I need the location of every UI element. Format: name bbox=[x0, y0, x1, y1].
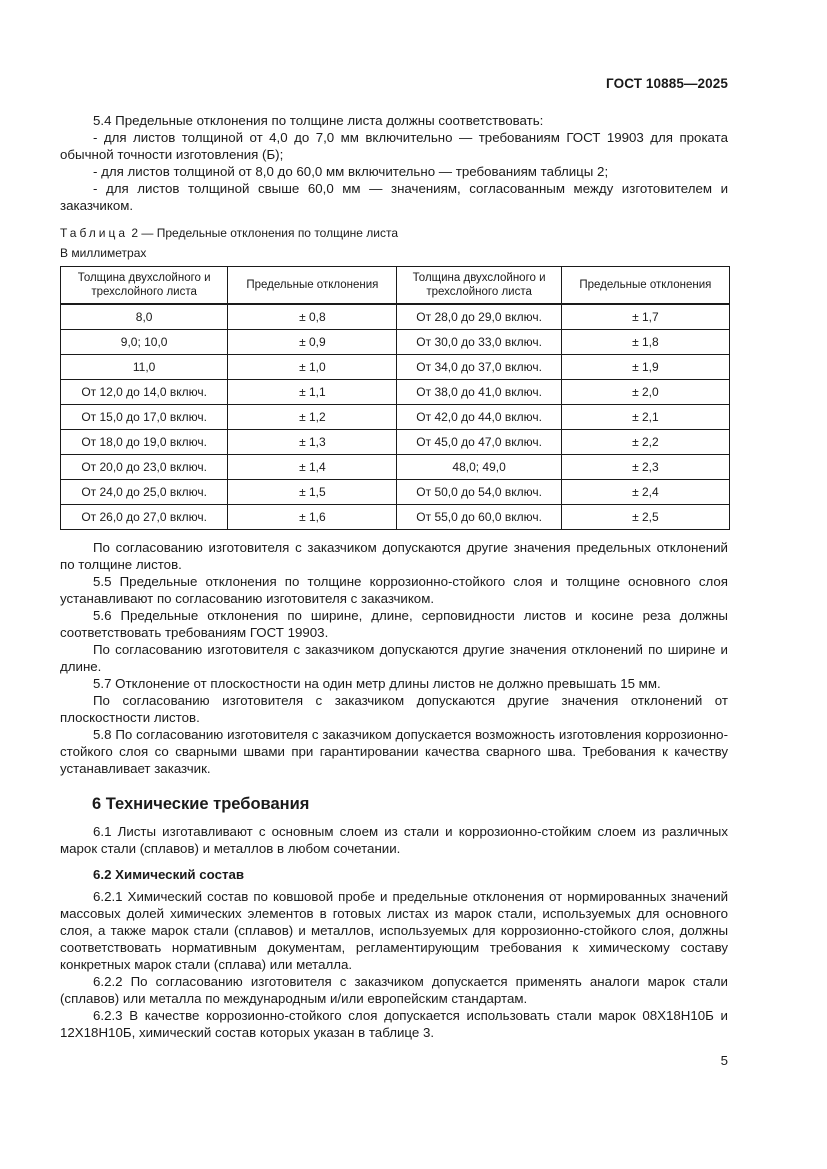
table-cell: От 18,0 до 19,0 включ. bbox=[61, 430, 228, 455]
clause-5-4-item: - для листов толщиной свыше 60,0 мм — значениям, согласованным между изготовителем и заказчиком. bbox=[60, 181, 728, 213]
thickness-tolerance-table bbox=[60, 266, 730, 530]
clause-6-2-1: 6.2.1 Химический состав по ковшовой пробе и предельные отклонения от нормированных значений массовых долей химических элементов в готовых листах из марок стали, используемых для основного слоя, а также марок стали (сплавов) и металлов, используемых для коррозионно-стойкого слоя, должны соответствовать нормативным документам, регламентирующим требования к химическому составу конкретных марок стали (сплава) или металла. bbox=[60, 889, 728, 972]
table-cell: От 45,0 до 47,0 включ. bbox=[397, 430, 561, 455]
table-cell: ± 2,3 bbox=[561, 455, 729, 480]
table-cell: От 12,0 до 14,0 включ. bbox=[61, 380, 228, 405]
table-unit: В миллиметрах bbox=[60, 246, 147, 260]
table-cell: ± 1,6 bbox=[228, 505, 397, 530]
table-row bbox=[61, 304, 730, 330]
table-cell: ± 1,5 bbox=[228, 480, 397, 505]
clause-5-4-item: - для листов толщиной от 4,0 до 7,0 мм включительно — требованиям ГОСТ 19903 для проката обычной точности изготовления (Б); bbox=[60, 130, 728, 162]
col-header-tolerance: Предельные отклонения bbox=[228, 267, 397, 305]
table-cell: ± 1,8 bbox=[561, 330, 729, 355]
table-cell: ± 2,2 bbox=[561, 430, 729, 455]
page-number: 5 bbox=[720, 1053, 728, 1068]
col-header-thickness: Толщина двухслойного и трехслойного листа bbox=[397, 267, 561, 305]
paragraph: По согласованию изготовителя с заказчиком допускаются другие значения предельных отклонений по толщине листов. bbox=[60, 540, 728, 572]
table-row bbox=[61, 405, 730, 430]
table-cell: От 42,0 до 44,0 включ. bbox=[397, 405, 561, 430]
table-header-row bbox=[61, 267, 730, 305]
table-cell: ± 1,3 bbox=[228, 430, 397, 455]
table-cell: От 30,0 до 33,0 включ. bbox=[397, 330, 561, 355]
table-cell: От 15,0 до 17,0 включ. bbox=[61, 405, 228, 430]
table-cell: ± 1,2 bbox=[228, 405, 397, 430]
table-cell: ± 0,8 bbox=[228, 304, 397, 330]
table-row bbox=[61, 330, 730, 355]
col-header-thickness: Толщина двухслойного и трехслойного листа bbox=[61, 267, 228, 305]
table-caption-word: Таблица bbox=[60, 226, 129, 240]
table-cell: ± 2,5 bbox=[561, 505, 729, 530]
table-cell: От 34,0 до 37,0 включ. bbox=[397, 355, 561, 380]
table-cell: ± 1,7 bbox=[561, 304, 729, 330]
clause-6-1: 6.1 Листы изготавливают с основным слоем из стали и коррозионно-стойким слоем из различных марок стали (сплавов) и металлов в любом сочетании. bbox=[60, 824, 728, 856]
document-id-header: ГОСТ 10885—2025 bbox=[606, 76, 728, 91]
table-row bbox=[61, 355, 730, 380]
clause-5-4-item: - для листов толщиной от 8,0 до 60,0 мм включительно — требованиям таблицы 2; bbox=[93, 164, 609, 179]
table-row bbox=[61, 480, 730, 505]
clause-6-2-3: 6.2.3 В качестве коррозионно-стойкого слоя допускается использовать стали марок 08Х18Н10Б и 12Х18Н10Б, химический состав которых указан в таблице 3. bbox=[60, 1008, 728, 1040]
table-cell: От 24,0 до 25,0 включ. bbox=[61, 480, 228, 505]
table-cell: От 38,0 до 41,0 включ. bbox=[397, 380, 561, 405]
page-content bbox=[60, 112, 728, 1041]
table-cell: ± 1,0 bbox=[228, 355, 397, 380]
table-cell: ± 1,4 bbox=[228, 455, 397, 480]
table-row bbox=[61, 380, 730, 405]
table-cell: ± 2,1 bbox=[561, 405, 729, 430]
table-cell: ± 2,4 bbox=[561, 480, 729, 505]
table-caption-text: 2 — Предельные отклонения по толщине листа bbox=[131, 226, 399, 240]
clause-5-5: 5.5 Предельные отклонения по толщине коррозионно-стойкого слоя и толщине основного слоя устанавливают по согласованию изготовителя с заказчиком. bbox=[60, 574, 728, 606]
table-cell: ± 0,9 bbox=[228, 330, 397, 355]
table-row bbox=[61, 455, 730, 480]
subsection-heading: 6.2 Химический состав bbox=[93, 867, 245, 882]
col-header-tolerance: Предельные отклонения bbox=[561, 267, 729, 305]
table-cell: От 50,0 до 54,0 включ. bbox=[397, 480, 561, 505]
table-row bbox=[61, 505, 730, 530]
table-cell: От 20,0 до 23,0 включ. bbox=[61, 455, 228, 480]
table-cell: От 55,0 до 60,0 включ. bbox=[397, 505, 561, 530]
table-cell: От 26,0 до 27,0 включ. bbox=[61, 505, 228, 530]
paragraph: По согласованию изготовителя с заказчиком допускаются другие значения отклонений от плоскостности листов. bbox=[60, 693, 728, 725]
table-cell: 8,0 bbox=[61, 304, 228, 330]
table-row bbox=[61, 430, 730, 455]
section-heading: 6 Технические требования bbox=[92, 795, 310, 813]
table-cell: ± 2,0 bbox=[561, 380, 729, 405]
clause-5-8: 5.8 По согласованию изготовителя с заказчиком допускается возможность изготовления коррозионно-стойкого слоя со сварными швами при гарантировании качества сварного шва. Требования к качеству устанавливает заказчик. bbox=[60, 727, 728, 776]
clause-6-2-2: 6.2.2 По согласованию изготовителя с заказчиком допускается применять аналоги марок стали (сплавов) или металла по международным и/или европейским стандартам. bbox=[60, 974, 728, 1006]
table-caption bbox=[60, 226, 728, 241]
table-cell: 11,0 bbox=[61, 355, 228, 380]
table-cell: ± 1,1 bbox=[228, 380, 397, 405]
table-cell: 48,0; 49,0 bbox=[397, 455, 561, 480]
table-cell: От 28,0 до 29,0 включ. bbox=[397, 304, 561, 330]
clause-5-6: 5.6 Предельные отклонения по ширине, длине, серповидности листов и косине реза должны соответствовать требованиям ГОСТ 19903. bbox=[60, 608, 728, 640]
paragraph: По согласованию изготовителя с заказчиком допускаются другие значения отклонений по ширине и длине. bbox=[60, 642, 728, 674]
table-cell: 9,0; 10,0 bbox=[61, 330, 228, 355]
clause-5-4-intro: 5.4 Предельные отклонения по толщине листа должны соответствовать: bbox=[93, 113, 544, 128]
clause-5-7: 5.7 Отклонение от плоскостности на один метр длины листов не должно превышать 15 мм. bbox=[93, 676, 661, 691]
table-cell: ± 1,9 bbox=[561, 355, 729, 380]
